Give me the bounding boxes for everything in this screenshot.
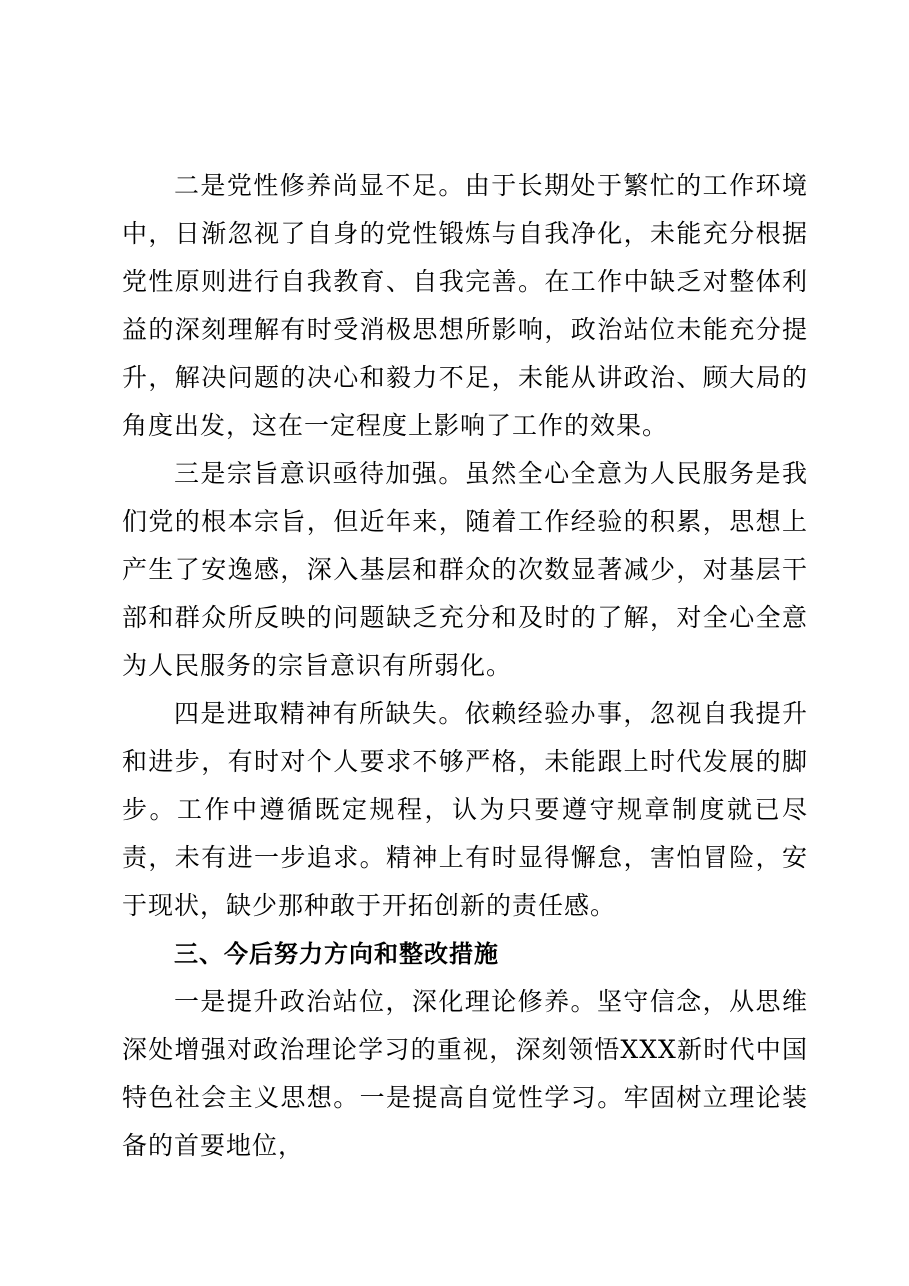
- paragraph-enterprising-spirit: 四是进取精神有所缺失。依赖经验办事，忽视自我提升和进步，有时对个人要求不够严格，未能跟上时代发展的脚步。工作中遵循既定规程，认为只要遵守规章制度就已尽责，未有进一步追求。精神上有时显得懈怠，害怕冒险，安于现状，缺少那种敢于开拓创新的责任感。: [122, 699, 808, 920]
- paragraph-purpose-awareness: 三是宗旨意识亟待加强。虽然全心全意为人民服务是我们党的根本宗旨，但近年来，随着工作经验的积累，思想上产生了安逸感，深入基层和群众的次数显著减少，对基层干部和群众所反映的问题缺乏充分和及时的了解，对全心全意为人民服务的宗旨意识有所弱化。: [122, 459, 808, 680]
- paragraph-political-stance: 一是提升政治站位，深化理论修养。坚守信念，从思维深处增强对政治理论学习的重视，深刻领悟XXX新时代中国特色社会主义思想。一是提高自觉性学习。牢固树立理论装备的首要地位，: [122, 987, 808, 1160]
- document-body: [122, 162, 808, 1170]
- paragraph-party-spirit: 二是党性修养尚显不足。由于长期处于繁忙的工作环境中，日渐忽视了自身的党性锻炼与自我净化，未能充分根据党性原则进行自我教育、自我完善。在工作中缺乏对整体利益的深刻理解有时受消极思想所影响，政治站位未能充分提升，解决问题的决心和毅力不足，未能从讲政治、顾大局的角度出发，这在一定程度上影响了工作的效果。: [122, 171, 808, 440]
- section-heading: 三、今后努力方向和整改措施: [174, 940, 499, 968]
